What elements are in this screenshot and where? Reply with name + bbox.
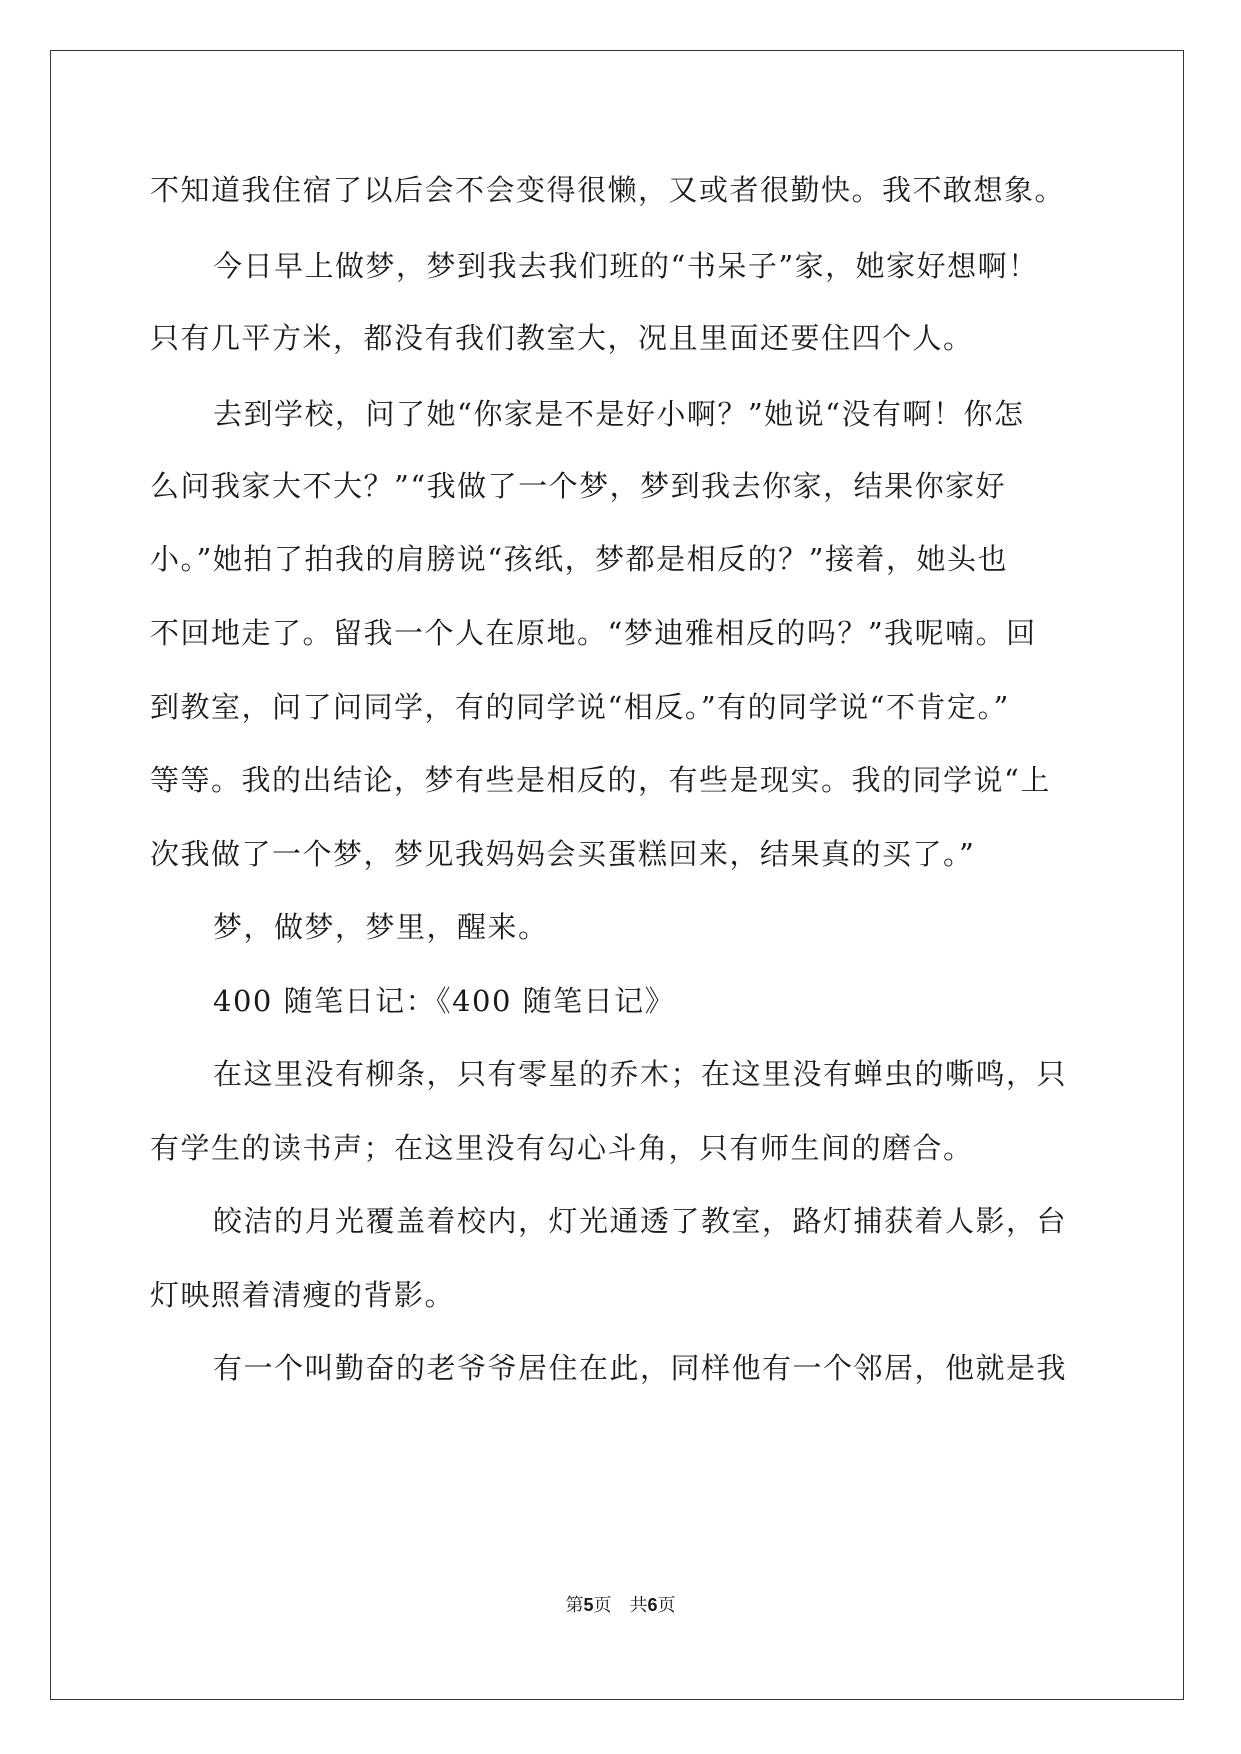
text-line-16: 灯映照着清瘦的背影。 [150, 1278, 456, 1312]
footer-total-suffix: 页 [657, 1595, 676, 1616]
text-line-6: 小。”她拍了拍我的肩膀说“孩纸，梦都是相反的？”接着，她头也 [150, 542, 1008, 576]
footer-total-prefix: 共 [629, 1595, 648, 1616]
text-line-10: 次我做了一个梦，梦见我妈妈会买蛋糕回来，结果真的买了。” [150, 837, 976, 871]
page-border [50, 50, 1184, 1700]
footer-page-total: 6 [647, 1595, 658, 1615]
page-footer [0, 1591, 1241, 1617]
text-line-14: 有学生的读书声；在这里没有勾心斗角，只有师生间的磨合。 [150, 1131, 974, 1165]
text-line-11: 梦，做梦，梦里，醒来。 [213, 910, 549, 944]
text-line-5: 么问我家大不大？”“我做了一个梦，梦到我去你家，结果你家好 [150, 469, 1007, 503]
text-line-9: 等等。我的出结论，梦有些是相反的，有些是现实。我的同学说“上 [150, 763, 1051, 797]
text-line-15: 皎洁的月光覆盖着校内，灯光通透了教室，路灯捕获着人影，台 [213, 1204, 1068, 1238]
text-line-2: 今日早上做梦，梦到我去我们班的“书呆子”家，她家好想啊！ [213, 249, 1039, 283]
text-line-13: 在这里没有柳条，只有零星的乔木；在这里没有蝉虫的嘶鸣，只 [213, 1057, 1068, 1091]
text-line-17: 有一个叫勤奋的老爷爷居住在此，同样他有一个邻居，他就是我 [213, 1351, 1068, 1385]
footer-page-suffix: 页 [593, 1595, 612, 1616]
text-line-12: 400 随笔日记：《400 随笔日记》 [213, 984, 676, 1018]
text-line-1: 不知道我住宿了以后会不会变得很懒，又或者很勤快。我不敢想象。 [150, 173, 1066, 207]
text-line-8: 到教室，问了问同学，有的同学说“相反。”有的同学说“不肯定。” [150, 690, 1010, 724]
text-line-3: 只有几平方米，都没有我们教室大，况且里面还要住四个人。 [150, 321, 974, 355]
footer-page-prefix: 第 [565, 1595, 584, 1616]
text-line-4: 去到学校，问了她“你家是不是好小啊？”她说“没有啊！你怎 [213, 397, 1025, 431]
footer-page-current: 5 [583, 1595, 594, 1615]
text-line-7: 不回地走了。留我一个人在原地。“梦迪雅相反的吗？”我呢喃。回 [150, 616, 1037, 650]
